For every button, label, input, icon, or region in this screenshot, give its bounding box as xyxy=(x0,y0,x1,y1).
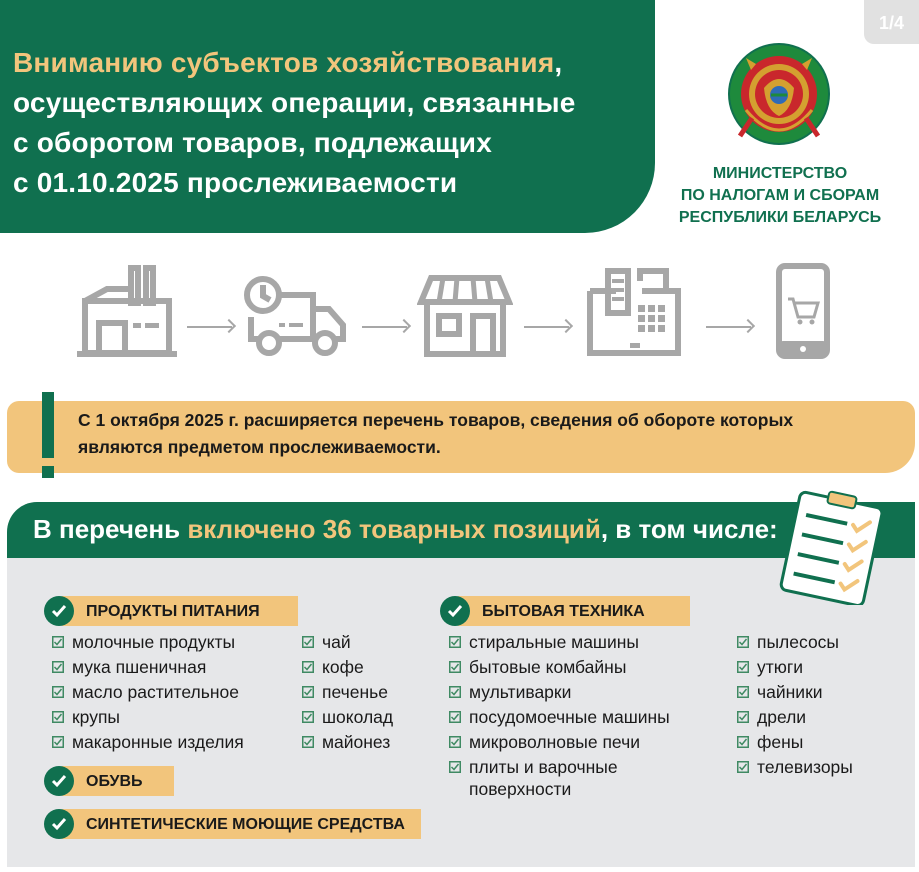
store-icon xyxy=(417,272,513,360)
notice-text: С 1 октября 2025 г. расширяется перечень товаров, сведения об обороте которых являются предметом прослеживаемости. xyxy=(78,410,794,457)
ministry-emblem-icon xyxy=(726,40,832,148)
page-number-badge: 1/4 xyxy=(864,0,919,44)
category-food: ПРОДУКТЫ ПИТАНИЯ xyxy=(44,596,298,626)
process-arrow xyxy=(706,326,751,328)
checkbox-icon xyxy=(302,711,314,723)
checkbox-icon xyxy=(302,636,314,648)
checkbox-icon xyxy=(737,686,749,698)
process-arrow xyxy=(524,326,569,328)
checkbox-icon xyxy=(52,711,64,723)
list-banner-text: В перечень включено 36 товарных позиций, в том числе: xyxy=(33,514,778,544)
checkbox-icon xyxy=(737,636,749,648)
checkbox-icon xyxy=(302,736,314,748)
checkbox-icon xyxy=(449,686,461,698)
checkbox-icon xyxy=(737,661,749,673)
checkbox-icon xyxy=(449,711,461,723)
page-title: Вниманию субъектов хозяйствования, осуществляющих операции, связанные с оборотом товаров, подлежащих с 01.10.2025 прослеживаемости xyxy=(13,47,576,198)
exclamation-icon xyxy=(38,392,58,482)
checkbox-icon xyxy=(737,761,749,773)
checkbox-icon xyxy=(52,686,64,698)
process-arrow xyxy=(187,326,232,328)
checkbox-icon xyxy=(52,636,64,648)
checkbox-icon xyxy=(302,661,314,673)
process-arrow xyxy=(362,326,407,328)
category-detergents: СИНТЕТИЧЕСКИЕ МОЮЩИЕ СРЕДСТВА xyxy=(44,809,421,839)
checkbox-icon xyxy=(737,736,749,748)
checkbox-icon xyxy=(302,686,314,698)
checkbox-icon xyxy=(737,711,749,723)
ministry-name: МИНИСТЕРСТВО ПО НАЛОГАМ И СБОРАМ РЕСПУБЛИКИ БЕЛАРУСЬ xyxy=(678,165,882,226)
check-circle-icon xyxy=(44,766,74,796)
cash-register-icon xyxy=(586,263,682,359)
smartphone-cart-icon xyxy=(776,263,830,359)
category-appliances: БЫТОВАЯ ТЕХНИКА xyxy=(440,596,690,626)
checkbox-icon xyxy=(449,736,461,748)
checkbox-icon xyxy=(449,761,461,773)
checkbox-icon xyxy=(449,636,461,648)
checkbox-icon xyxy=(449,661,461,673)
clipboard-checklist-icon xyxy=(776,489,888,605)
check-circle-icon xyxy=(44,596,74,626)
checkbox-icon xyxy=(52,736,64,748)
checkbox-icon xyxy=(52,661,64,673)
category-shoes: ОБУВЬ xyxy=(44,766,174,796)
factory-icon xyxy=(77,263,177,359)
check-circle-icon xyxy=(44,809,74,839)
delivery-truck-icon xyxy=(243,275,349,359)
check-circle-icon xyxy=(440,596,470,626)
